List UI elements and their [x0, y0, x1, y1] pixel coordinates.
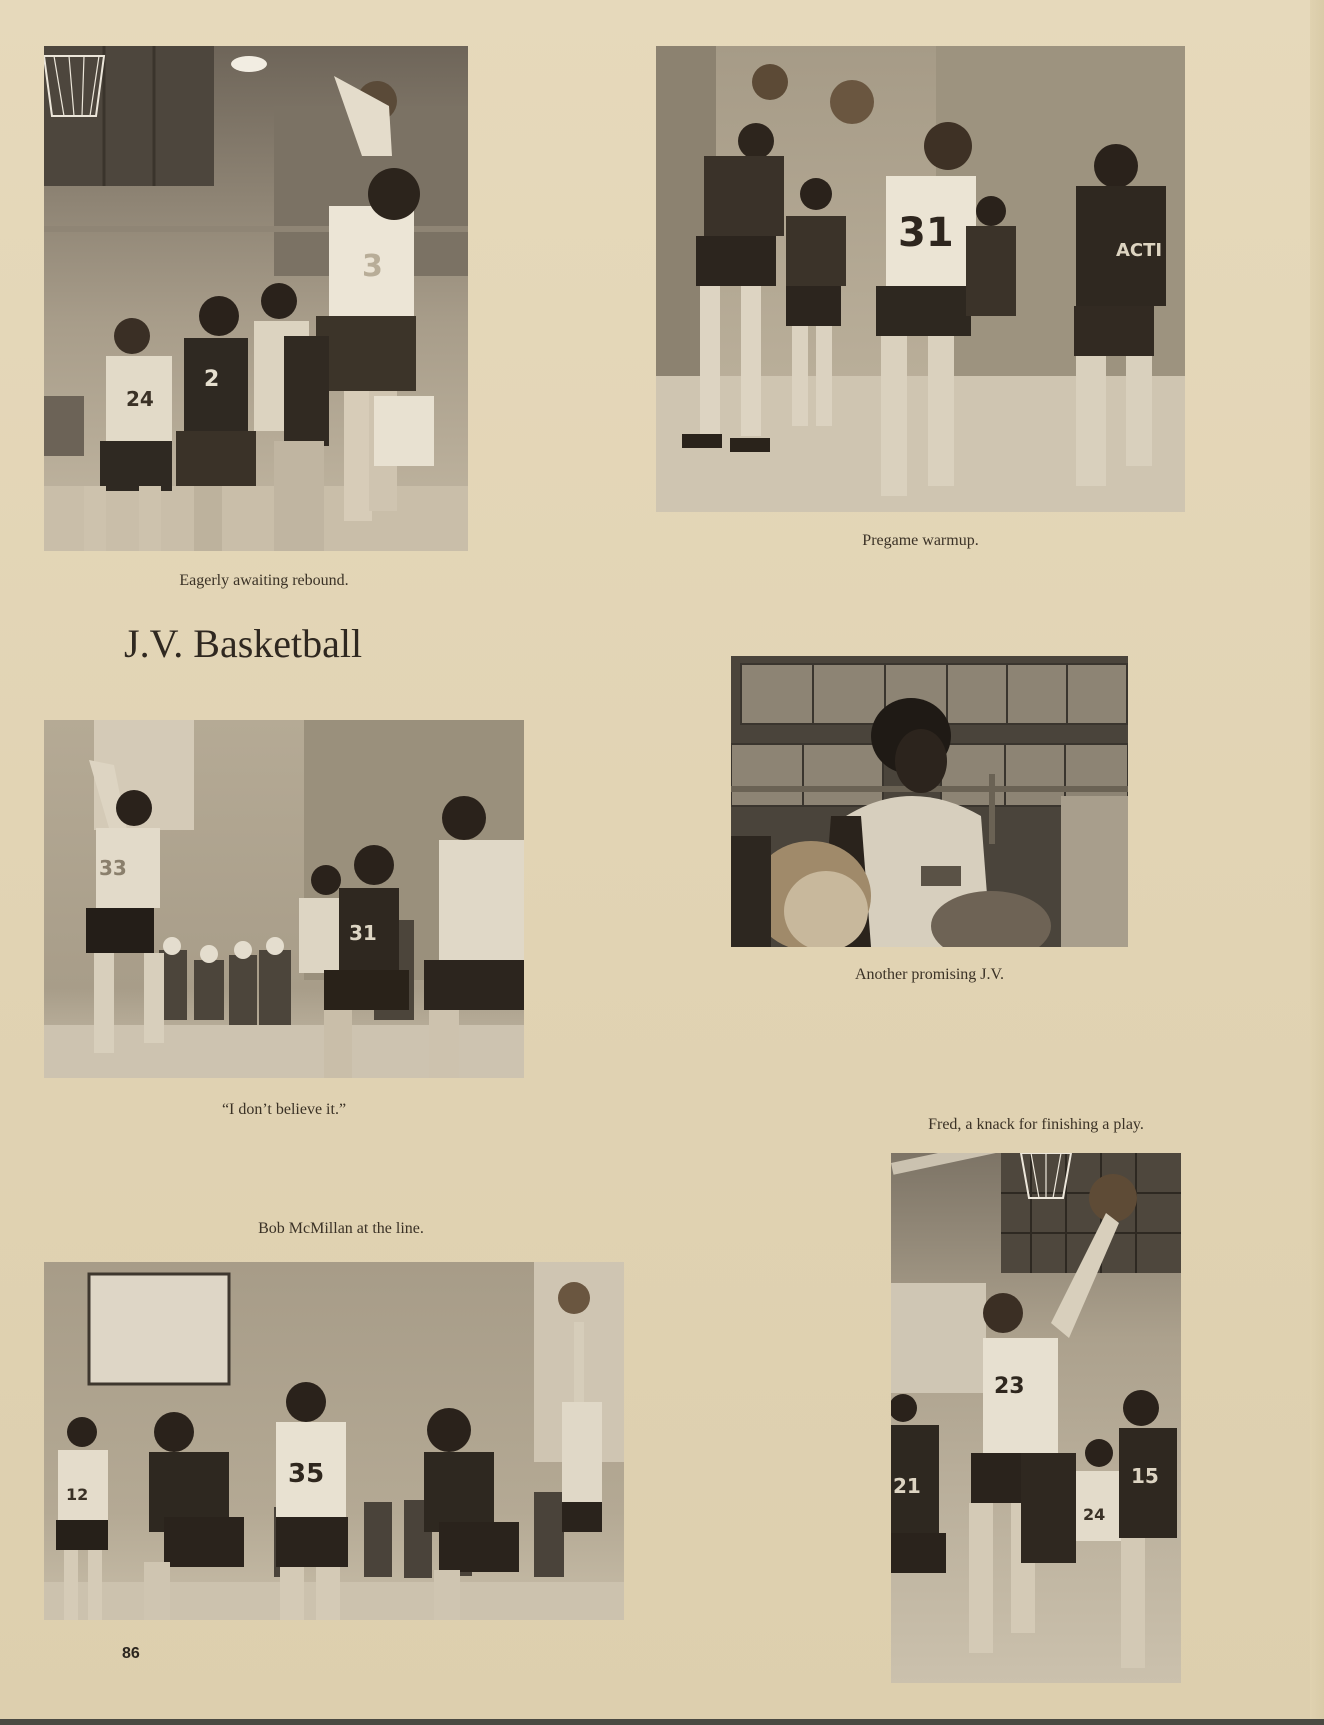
jersey-number-2: 2 — [204, 367, 220, 392]
jersey-number-24: 24 — [126, 387, 154, 411]
bleachers-image — [731, 656, 1128, 947]
jersey-number-23: 23 — [994, 1374, 1025, 1399]
at-the-line-image — [44, 1262, 624, 1620]
caption-dont-believe: “I don’t believe it.” — [221, 1101, 347, 1118]
rebound-image — [44, 46, 468, 551]
caption-finishing-play: Fred, a knack for finishing a play. — [928, 1116, 1144, 1133]
page-number: 86 — [122, 1645, 140, 1662]
section-title: J.V. Basketball — [124, 621, 363, 666]
pregame-warmup-image — [656, 46, 1185, 512]
caption-at-the-line: Bob McMillan at the line. — [258, 1220, 424, 1237]
page-bottom-edge — [0, 1719, 1324, 1725]
jersey-number-24-light: 24 — [1083, 1505, 1106, 1524]
jersey-number-31: 31 — [898, 210, 954, 256]
photo-pregame-warmup — [656, 46, 1185, 512]
jersey-number-15: 15 — [1131, 1464, 1159, 1488]
jersey-number-21: 21 — [893, 1474, 921, 1498]
caption-promising-jv: Another promising J.V. — [854, 966, 1005, 983]
page-edge — [1310, 0, 1324, 1725]
dont-believe-image — [44, 720, 524, 1078]
photo-at-the-line — [44, 1262, 624, 1620]
caption-rebound: Eagerly awaiting rebound. — [179, 572, 349, 589]
photo-rebound — [44, 46, 468, 551]
finishing-play-image — [891, 1153, 1181, 1683]
jersey-number-31-dark: 31 — [349, 921, 377, 945]
jersey-number-3: 3 — [362, 249, 383, 284]
photo-finishing-play — [891, 1153, 1181, 1683]
jersey-text-acti: ACTI — [1116, 240, 1163, 261]
jersey-number-33: 33 — [99, 856, 127, 880]
jersey-number-35: 35 — [288, 1459, 325, 1489]
photo-promising-jv — [731, 656, 1128, 947]
photo-dont-believe — [44, 720, 524, 1078]
jersey-number-12: 12 — [66, 1485, 89, 1504]
caption-pregame-warmup: Pregame warmup. — [862, 532, 979, 549]
